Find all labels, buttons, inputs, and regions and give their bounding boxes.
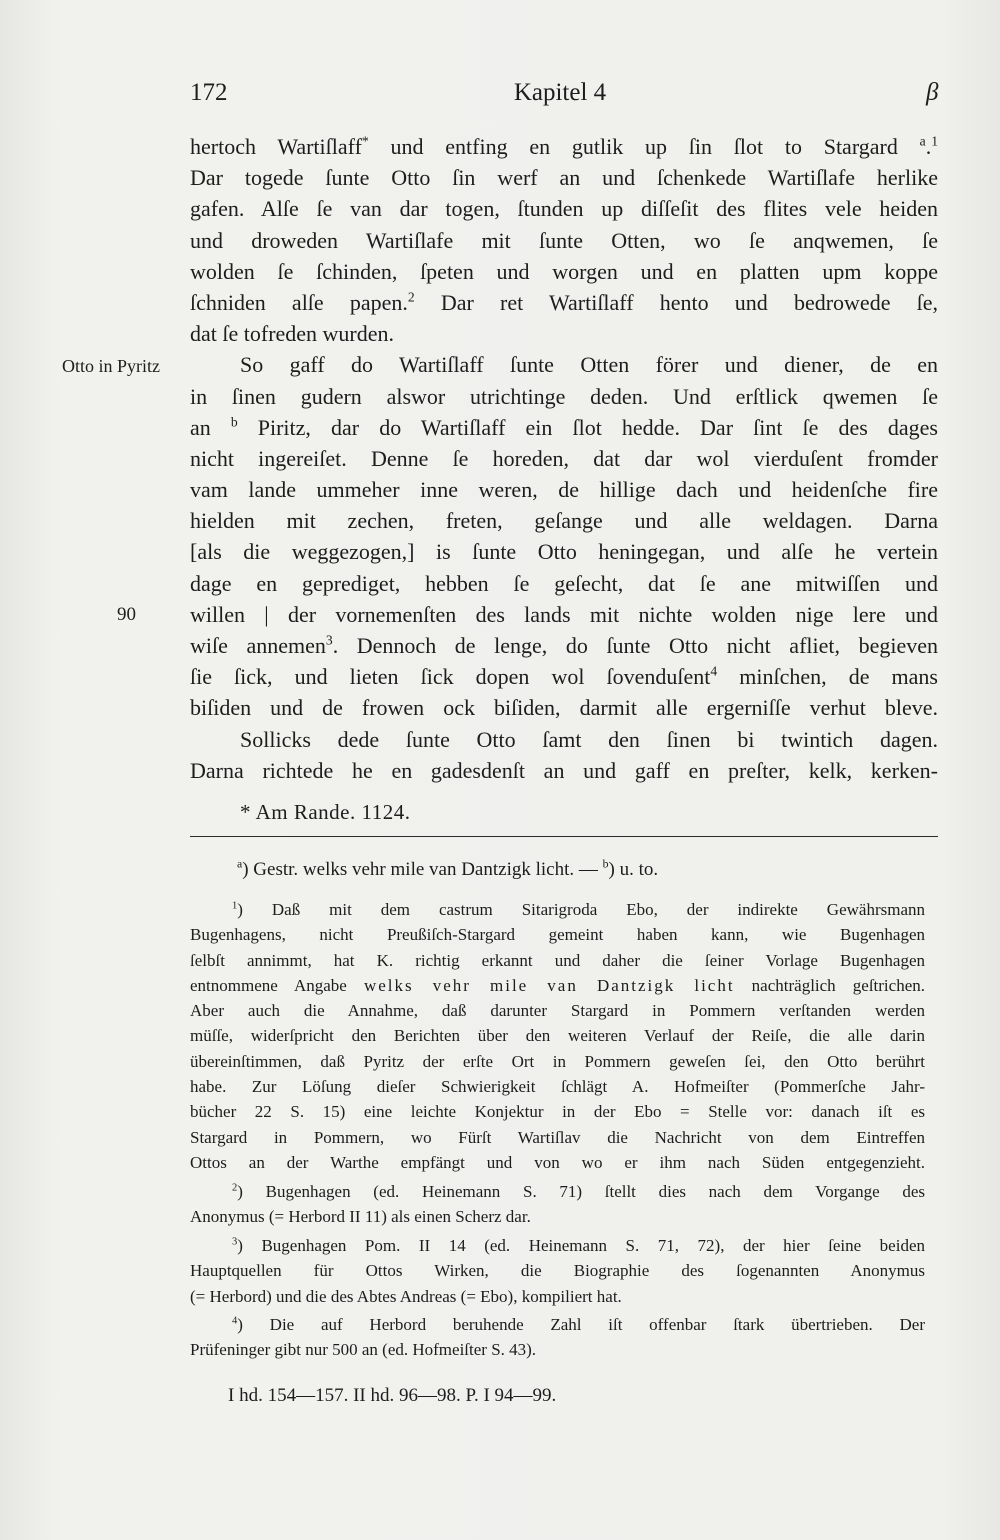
text-line: willen | der vornemenſten des lands mit nichte wolden nige lere und [190, 601, 938, 627]
footnote-line: Prüfeninger gibt nur 500 an (ed. Hofmeiſter S. 43). [190, 1340, 537, 1360]
text-line [190, 287, 938, 318]
footnote-line: Ottos an der Warthe empfängt und von wo er ihm nach Süden entgegenzieht. [190, 1152, 925, 1172]
text-segment: ) Bugenhagen (ed. Heinemann S. 71) ſtellt dies nach dem Vorgange des [237, 1182, 925, 1201]
footnote-line: (= Herbord) und die des Abtes Andreas (= Ebo), kompiliert hat. [190, 1286, 622, 1306]
text-line: hielden mit zechen, freten, geſange und alle weldagen. Darna [190, 508, 938, 534]
text-segment: ) Die auf Herbord beruhende Zahl iſt offenbar ſtark übertrieben. Der [237, 1315, 925, 1334]
footnote [190, 897, 925, 1175]
footnote-line: ſelbſt annimmt, hat K. richtig erkannt und daher die ſeiner Vorlage Bugenhagen [190, 950, 925, 970]
main-text [190, 131, 938, 786]
note-marker: b [602, 857, 609, 871]
note-marker: a [237, 857, 243, 871]
text-line [190, 661, 938, 692]
marginal-remark: * Am Rande. 1124. [240, 800, 411, 824]
text-segment: entnommene Angabe [190, 975, 364, 995]
text-segment: Dar ret Wartiſlaff hento und bedrowede ſe, [414, 289, 939, 315]
text-line: vam lande ummeher inne weren, de hillige dach und heidenſche fire [190, 477, 938, 503]
footnote-line: übereinſtimmen, daß Pyritz der erſte Ort in Pommern geweſen ſei, den Otto berührt [190, 1051, 925, 1071]
footnote-line [190, 897, 925, 922]
footnote-marker: 3 [325, 632, 333, 648]
footnote-number: 2 [232, 1182, 238, 1194]
spaced-quotation: welks vehr mile van Dantzigk licht [363, 975, 735, 995]
text-line: in ſinen gudern alswor utrichtinge deden. Und erſtlick qwemen ſe [190, 383, 938, 409]
footnote-marker: a [919, 133, 926, 149]
text-segment: und entfing en gutlik up ſin ſlot to Stargard [368, 134, 920, 159]
running-title: Kapitel 4 [513, 79, 607, 106]
footnote-marker: b [230, 414, 238, 430]
text-line: nicht ingereiſet. Denne ſe horeden, dat dar wol vierduſent fromder [190, 445, 938, 471]
text-segment: ſie ſick, und lieten ſick dopen wol ſovenduſent [190, 664, 711, 690]
text-line [190, 131, 938, 162]
text-segment: ſchniden alſe papen. [190, 289, 408, 315]
note-text: ) u. to. [608, 859, 659, 880]
text-line: Sollicks dede ſunte Otto ſamt den ſinen bi twintich dagen. [240, 726, 938, 752]
footnote-number: 4 [232, 1315, 238, 1327]
textual-notes [237, 857, 658, 883]
footnote-marker: * [361, 133, 369, 149]
footnote-number: 3 [232, 1236, 238, 1248]
footnote-line: müſſe, widerſpricht den Berichten über den weiteren Verlauf der Reiſe, die alle darin [190, 1026, 925, 1046]
text-line: Dar togede ſunte Otto ſin werf an und ſchenkede Wartiſlafe herlike [190, 165, 938, 191]
footnote-line: Hauptquellen für Ottos Wirken, die Biographie des ſogenannten Anonymus [190, 1261, 925, 1281]
text-line: Darna richtede he en gadesdenſt an und gaff en preſter, kelk, kerken- [190, 757, 938, 783]
text-line: wolden ſe ſchinden, ſpeten und worgen und en platten upm koppe [190, 258, 938, 284]
footnote-line: Anonymus (= Herbord II 11) als einen Scherz dar. [190, 1207, 531, 1227]
text-line: So gaff do Wartiſlaff ſunte Otten förer und diener, de en [240, 352, 938, 378]
footnote-line [190, 973, 925, 998]
footnote-number: 1 [232, 900, 238, 912]
footnote-line: habe. Zur Löſung dieſer Schwierigkeit ſchlägt A. Hofmeiſter (Pommerſche Jahr- [190, 1077, 925, 1097]
footnote-line: bücher 22 S. 15) eine leichte Konjektur in der Ebo = Stelle vor: danach iſt es [190, 1102, 925, 1122]
footnote [190, 1179, 925, 1230]
text-segment: hertoch Wartiſlaff [190, 134, 362, 159]
note-text: ) Gestr. welks vehr mile van Dantzigk licht. — [242, 859, 603, 880]
text-line: gafen. Alſe ſe van dar togen, ſtunden up diſſeſit des flites vele heiden [190, 196, 938, 222]
text-segment: . Dennoch de lenge, do ſunte Otto nicht afliet, begieven [332, 633, 938, 658]
text-line [190, 412, 938, 443]
footnote-line [190, 1179, 925, 1204]
footnote [190, 1312, 925, 1363]
footnote-line [190, 1233, 925, 1258]
text-line: und droweden Wartiſlafe mit ſunte Otten, wo ſe anqwemen, ſe [190, 227, 938, 253]
text-segment: an [190, 414, 231, 440]
text-segment: wiſe annemen [190, 633, 326, 658]
footnote-marker: 2 [407, 289, 415, 305]
text-segment: Piritz, dar do Wartiſlaff ein ſlot hedde. Dar ſint ſe des dages [237, 414, 938, 440]
text-line: [als die weggezogen,] is ſunte Otto heningegan, und alſe he vertein [190, 539, 938, 565]
footnote [190, 1233, 925, 1309]
footnote-line: Aber auch die Annahme, daß darunter Stargard in Pommern verſtanden werden [190, 1001, 925, 1021]
text-line: dage en geprediget, hebben ſe geſecht, dat ſe ane mitwiſſen und [190, 570, 938, 596]
sheet-signature-mark: β [926, 79, 939, 106]
text-line: biſiden und de frowen ock biſiden, darmit alle ergerniſſe verhut bleve. [190, 695, 938, 721]
footnote-line [190, 1312, 925, 1337]
text-line [190, 630, 938, 661]
text-segment: nachträglich geſtrichen. [734, 975, 925, 995]
footnote-line: Bugenhagens, nicht Preußiſch-Stargard gemeint haben kann, wie Bugenhagen [190, 925, 925, 945]
source-references: I hd. 154—157. II hd. 96—98. P. I 94—99. [228, 1385, 557, 1406]
text-segment: ) Bugenhagen Pom. II 14 (ed. Heinemann S. 71, 72), der hier ſeine beiden [237, 1236, 925, 1255]
text-segment: . [925, 134, 932, 159]
footnote-marker: 1 [931, 133, 938, 149]
text-line: dat ſe tofreden wurden. [190, 321, 395, 347]
page-number: 172 [190, 79, 228, 106]
margin-note: Otto in Pyritz [62, 356, 160, 376]
text-segment: minſchen, de mans [717, 664, 938, 690]
footnote-line: Stargard in Pommern, wo Fürſt Wartiſlav die Nachricht von dem Eintreffen [190, 1127, 925, 1147]
text-segment: ) Daß mit dem castrum Sitarigroda Ebo, der indirekte Gewährsmann [237, 900, 925, 919]
footnote-marker: 4 [710, 663, 718, 679]
footnote-divider [190, 836, 938, 837]
margin-line-number: 90 [117, 604, 136, 625]
